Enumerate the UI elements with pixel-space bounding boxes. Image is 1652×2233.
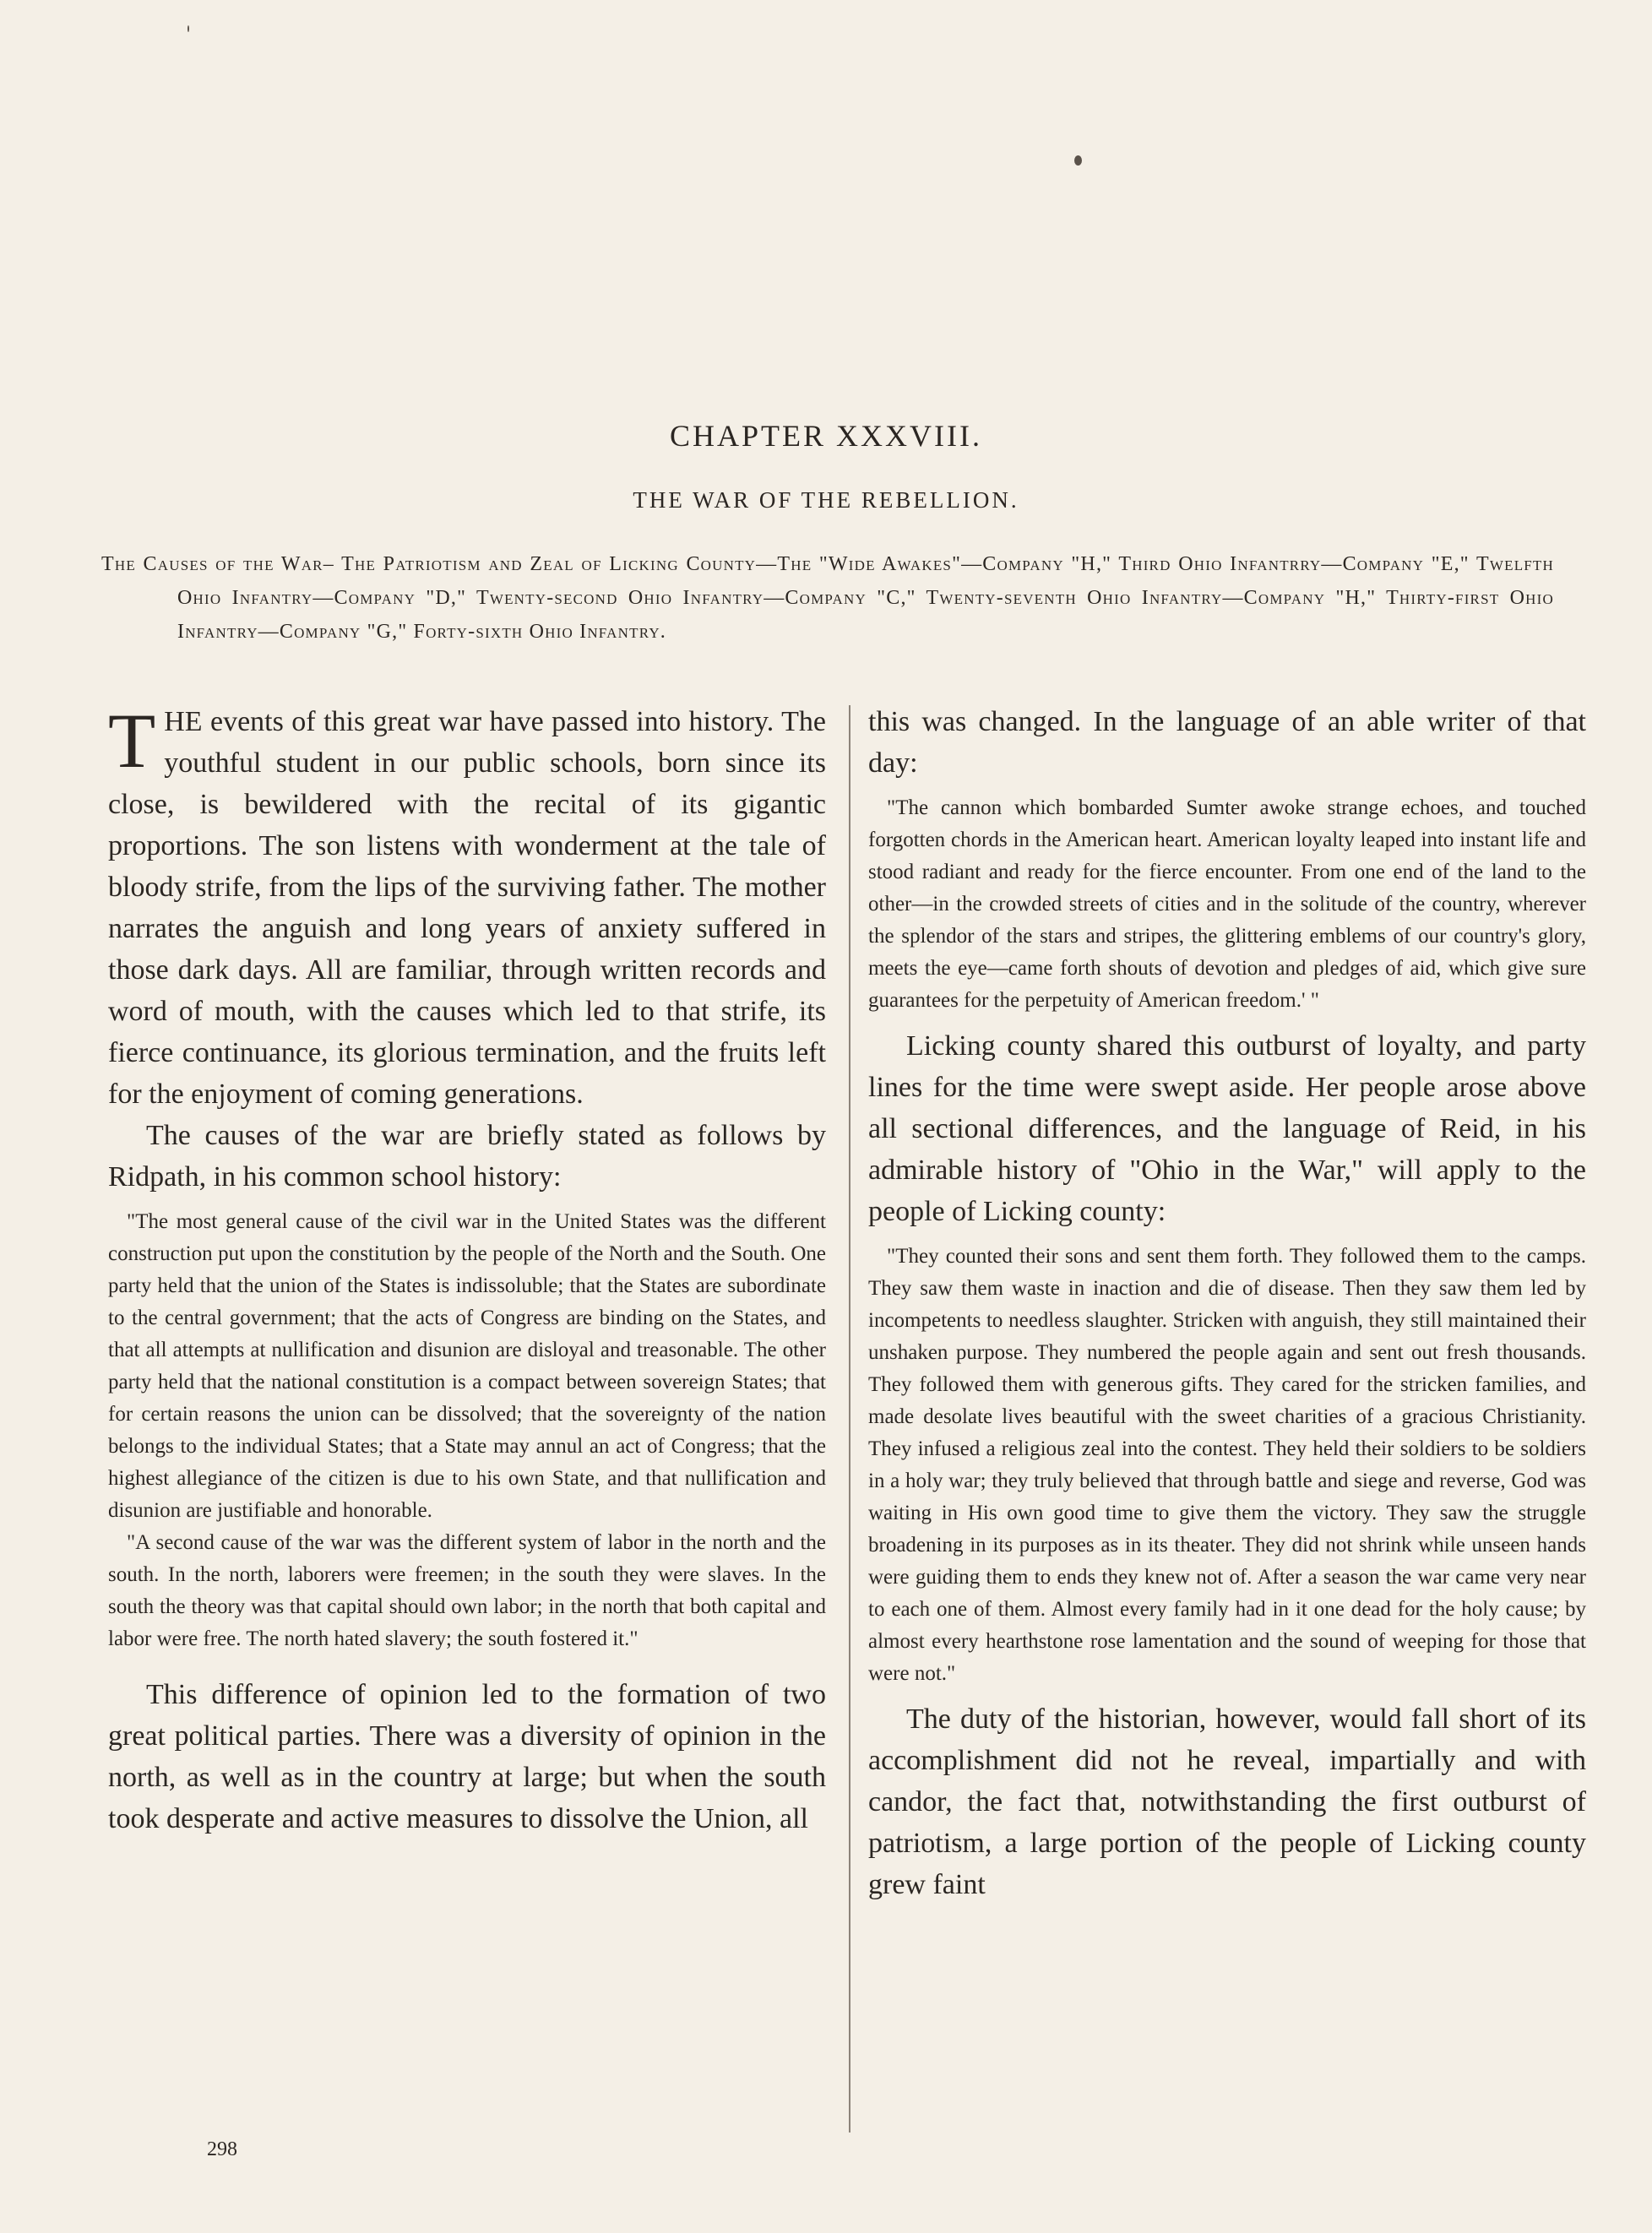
block-quote: "The cannon which bombarded Sumter awoke strange echoes, and touched forgotten chords in the American heart. American loyalty leaped into instant life and stood radiant and ready for the fierce encounter. From one end of the land to the other—in the crowded streets of cities and in the solitude of the country, wherever the splendor of the stars and stripes, the glittering emblems of our country's glory, meets the eye—came forth shouts of devotion and pledges of aid, which give sure guarantees for the perpetuity of American freedom.' " — [868, 796, 1586, 1012]
body-paragraph: The causes of the war are briefly stated as follows by Ridpath, in his common school history: — [108, 1120, 826, 1193]
left-column — [108, 698, 826, 1839]
body-paragraph: This difference of opinion led to the formation of two great political parties. There was a diversity of opinion in the north, as well as in the country at large; but when the south took desperate and active measures to dissolve the Union, all — [108, 1679, 826, 1834]
opening-paragraph-text: HE events of this great war have passed into history. The youthful student in our public schools, born since its close, is bewildered with the recital of its gigantic proportions. The son listens with wonderment at the tale of bloody strife, from the lips of the surviving father. The mother narrates the anguish and long years of anxiety suffered in those dark days. All are familiar, through written records and word of mouth, with the causes which led to that strife, its fierce continuance, its glorious termination, and the fruits left for the enjoyment of coming generations. — [108, 706, 826, 1110]
column-divider — [849, 705, 850, 2132]
drop-cap: T — [108, 698, 156, 784]
chapter-header — [0, 418, 1652, 513]
block-quote: "A second cause of the war was the different system of labor in the north and the south. In the north, laborers were freemen; in the south they were slaves. In the south the theory was that capital should own labor; in the north that both capital and labor were free. The north hated slavery; the south fostered it." — [108, 1531, 826, 1650]
page-number: 298 — [207, 2138, 237, 2160]
chapter-synopsis: The Causes of the War– The Patriotism and Zeal of Licking County—The "Wide Awakes"—Company "H," Third Ohio Infantrry—Company "E," Twelfth Ohio Infantry—Company "D," Twenty-second Ohio Infantry—Company "C," Twenty-seventh Ohio Infantry—Company "H," Thirty-first Ohio Infantry—Company "G," Forty-sixth Ohio Infantry. — [101, 553, 1554, 643]
body-paragraph: The duty of the historian, however, would fall short of its accomplishment did not he reveal, impartially and with candor, the fact that, notwithstanding the first outburst of patriotism, a large portion of the people of Licking county grew faint — [868, 1703, 1586, 1900]
opening-paragraph — [108, 698, 826, 1115]
block-quote: "They counted their sons and sent them forth. They followed them to the camps. They saw them waste in inaction and die of disease. Then they saw them led by incompetents to needless slaughter. Stricken with anguish, they still maintained their unshaken purpose. They numbered the people again and sent out fresh thousands. They followed them with generous gifts. They cared for the stricken families, and made desolate lives beautiful with the sweet charities of a gracious Christianity. They infused a religious zeal into the contest. They held their soldiers to be soldiers in a holy war; they truly believed that through battle and siege and reverse, God was waiting in His own good time to give them the victory. They saw the struggle broadening in its purposes as in its theater. They did not shrink while unseen hands were guiding them to ends they knew not of. After a season the war came very near to each one of them. Almost every family had in it one dead for the holy cause; by almost every hearthstone rose lamentation and the sound of weeping for those that were not." — [868, 1245, 1586, 1685]
block-quote: "The most general cause of the civil war in the United States was the different construction put upon the constitution by the people of the North and the South. One party held that the union of the States is indissoluble; that the States are subordinate to the central government; that the acts of Congress are binding on the States, and that all attempts at nullification and disunion are disloyal and treasonable. The other party held that the national constitution is a compact between sovereign States; that for certain reasons the union can be dissolved; that the sovereignty of the nation belongs to the individual States; that a State may annul an act of Congress; that the highest allegiance of the citizen is due to his own State, and that nullification and disunion are justifiable and honorable. — [108, 1210, 826, 1522]
chapter-title: CHAPTER XXXVIII. — [670, 419, 982, 453]
chapter-subtitle: THE WAR OF THE REBELLION. — [633, 487, 1019, 513]
body-paragraph: this was changed. In the language of an able writer of that day: — [868, 706, 1586, 779]
right-column — [868, 701, 1586, 1905]
body-paragraph: Licking county shared this outburst of loyalty, and party lines for the time were swept aside. Her people arose above all sectional differences, and the language of Reid, in his admirable history of "Ohio in the War," will apply to the people of Licking county: — [868, 1030, 1586, 1227]
ink-speck — [187, 25, 189, 32]
ink-speck — [1074, 155, 1082, 166]
